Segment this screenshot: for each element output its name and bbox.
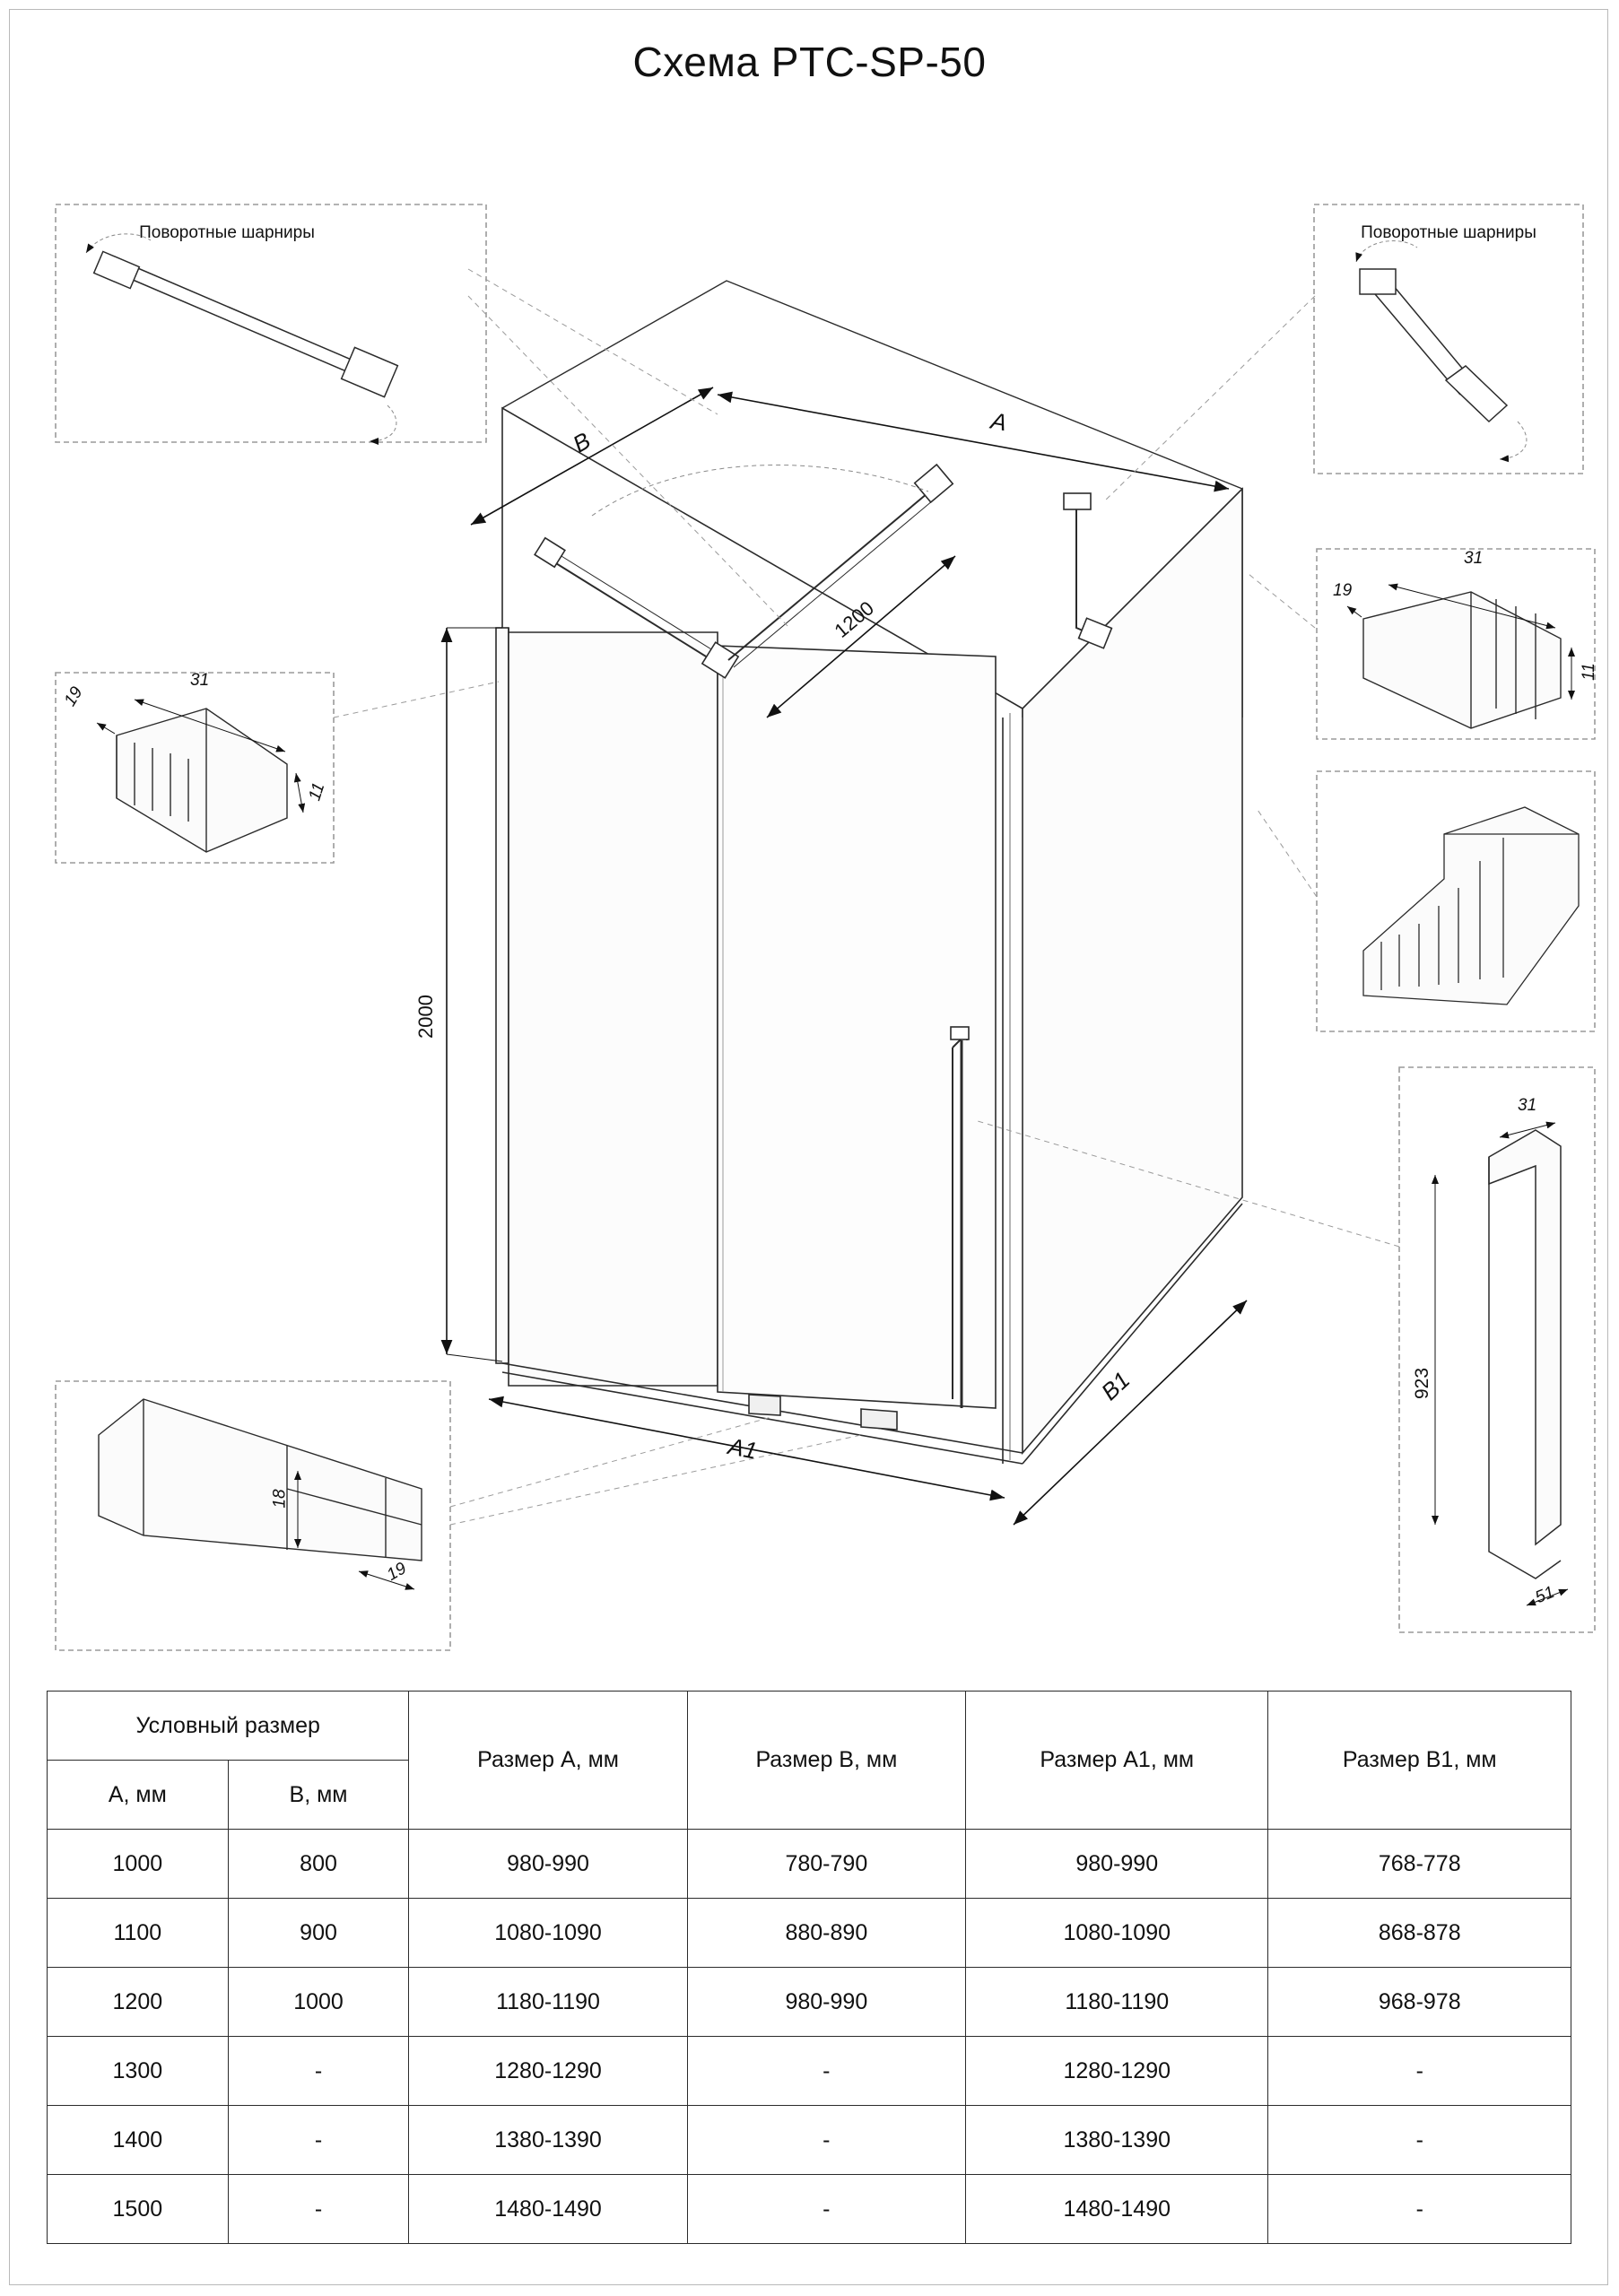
dim-1200-label: 1200 bbox=[830, 596, 878, 642]
sizes-table bbox=[47, 1691, 1571, 2244]
profile-left-width-label: 31 bbox=[190, 671, 210, 690]
cell-a: 1300 bbox=[48, 2037, 229, 2106]
cell-b: 900 bbox=[228, 1899, 409, 1968]
cell-a: 1000 bbox=[48, 1830, 229, 1899]
profile-right-depth-label: 11 bbox=[1579, 663, 1598, 681]
dim-b-label: B bbox=[568, 426, 596, 458]
table-row bbox=[48, 1830, 1571, 1899]
cell-size-b1: 768-778 bbox=[1268, 1830, 1571, 1899]
table-row bbox=[48, 1968, 1571, 2037]
cell-a: 1500 bbox=[48, 2175, 229, 2244]
dim-a1-label: A1 bbox=[726, 1432, 760, 1465]
cell-a: 1100 bbox=[48, 1899, 229, 1968]
cell-size-a1: 1080-1090 bbox=[966, 1899, 1268, 1968]
cell-size-b: 880-890 bbox=[687, 1899, 965, 1968]
cell-size-b1: - bbox=[1268, 2037, 1571, 2106]
header-b: B, мм bbox=[228, 1761, 409, 1830]
cell-size-a: 1280-1290 bbox=[409, 2037, 687, 2106]
table-row bbox=[48, 2175, 1571, 2244]
cell-size-b: 780-790 bbox=[687, 1830, 965, 1899]
cell-size-b1: 868-878 bbox=[1268, 1899, 1571, 1968]
header-size-b1: Размер B1, мм bbox=[1268, 1692, 1571, 1830]
cell-size-b: - bbox=[687, 2106, 965, 2175]
header-group: Условный размер bbox=[48, 1692, 409, 1761]
cell-size-a: 1380-1390 bbox=[409, 2106, 687, 2175]
cell-size-b1: - bbox=[1268, 2175, 1571, 2244]
dim-a-label: A bbox=[988, 406, 1009, 437]
profile-left-height-label: 19 bbox=[60, 683, 87, 710]
header-size-a: Размер A, мм bbox=[409, 1692, 687, 1830]
cell-size-b1: - bbox=[1268, 2106, 1571, 2175]
header-size-b: Размер B, мм bbox=[687, 1692, 965, 1830]
cell-size-a: 1480-1490 bbox=[409, 2175, 687, 2244]
cell-size-a1: 1380-1390 bbox=[966, 2106, 1268, 2175]
handle-depth-label: 51 bbox=[1532, 1582, 1558, 1608]
cell-size-a1: 1480-1490 bbox=[966, 2175, 1268, 2244]
dim-b1-label: B1 bbox=[1095, 1366, 1136, 1405]
table-header-row-1 bbox=[48, 1692, 1571, 1761]
header-a: A, мм bbox=[48, 1761, 229, 1830]
cell-size-a1: 1280-1290 bbox=[966, 2037, 1268, 2106]
page-title: Схема PTC-SP-50 bbox=[632, 39, 987, 85]
cell-size-a1: 980-990 bbox=[966, 1830, 1268, 1899]
cell-size-b1: 968-978 bbox=[1268, 1968, 1571, 2037]
dim-height-label: 2000 bbox=[414, 995, 437, 1039]
cell-a: 1200 bbox=[48, 1968, 229, 2037]
cell-b: 1000 bbox=[228, 1968, 409, 2037]
table-row bbox=[48, 1899, 1571, 1968]
table-row bbox=[48, 2037, 1571, 2106]
handle-length-label: 923 bbox=[1412, 1367, 1432, 1399]
cell-size-b: - bbox=[687, 2037, 965, 2106]
cell-size-b: - bbox=[687, 2175, 965, 2244]
handle-width-label: 31 bbox=[1518, 1096, 1537, 1115]
threshold-width-label: 19 bbox=[383, 1559, 410, 1585]
header-size-a1: Размер A1, мм bbox=[966, 1692, 1268, 1830]
cell-size-a: 1080-1090 bbox=[409, 1899, 687, 1968]
cell-size-a1: 1180-1190 bbox=[966, 1968, 1268, 2037]
cell-size-a: 1180-1190 bbox=[409, 1968, 687, 2037]
profile-right-height-label: 19 bbox=[1333, 581, 1353, 600]
threshold-height-label: 18 bbox=[270, 1489, 290, 1509]
cell-b: - bbox=[228, 2037, 409, 2106]
cell-b: 800 bbox=[228, 1830, 409, 1899]
cell-a: 1400 bbox=[48, 2106, 229, 2175]
hinge-right-caption: Поворотные шарниры bbox=[1361, 223, 1536, 242]
cell-b: - bbox=[228, 2175, 409, 2244]
cell-size-a: 980-990 bbox=[409, 1830, 687, 1899]
cell-size-b: 980-990 bbox=[687, 1968, 965, 2037]
profile-left-depth-label: 11 bbox=[305, 780, 329, 804]
profile-right-width-label: 31 bbox=[1464, 549, 1484, 568]
hinge-left-caption: Поворотные шарниры bbox=[139, 223, 315, 242]
table-row bbox=[48, 2106, 1571, 2175]
cell-b: - bbox=[228, 2106, 409, 2175]
